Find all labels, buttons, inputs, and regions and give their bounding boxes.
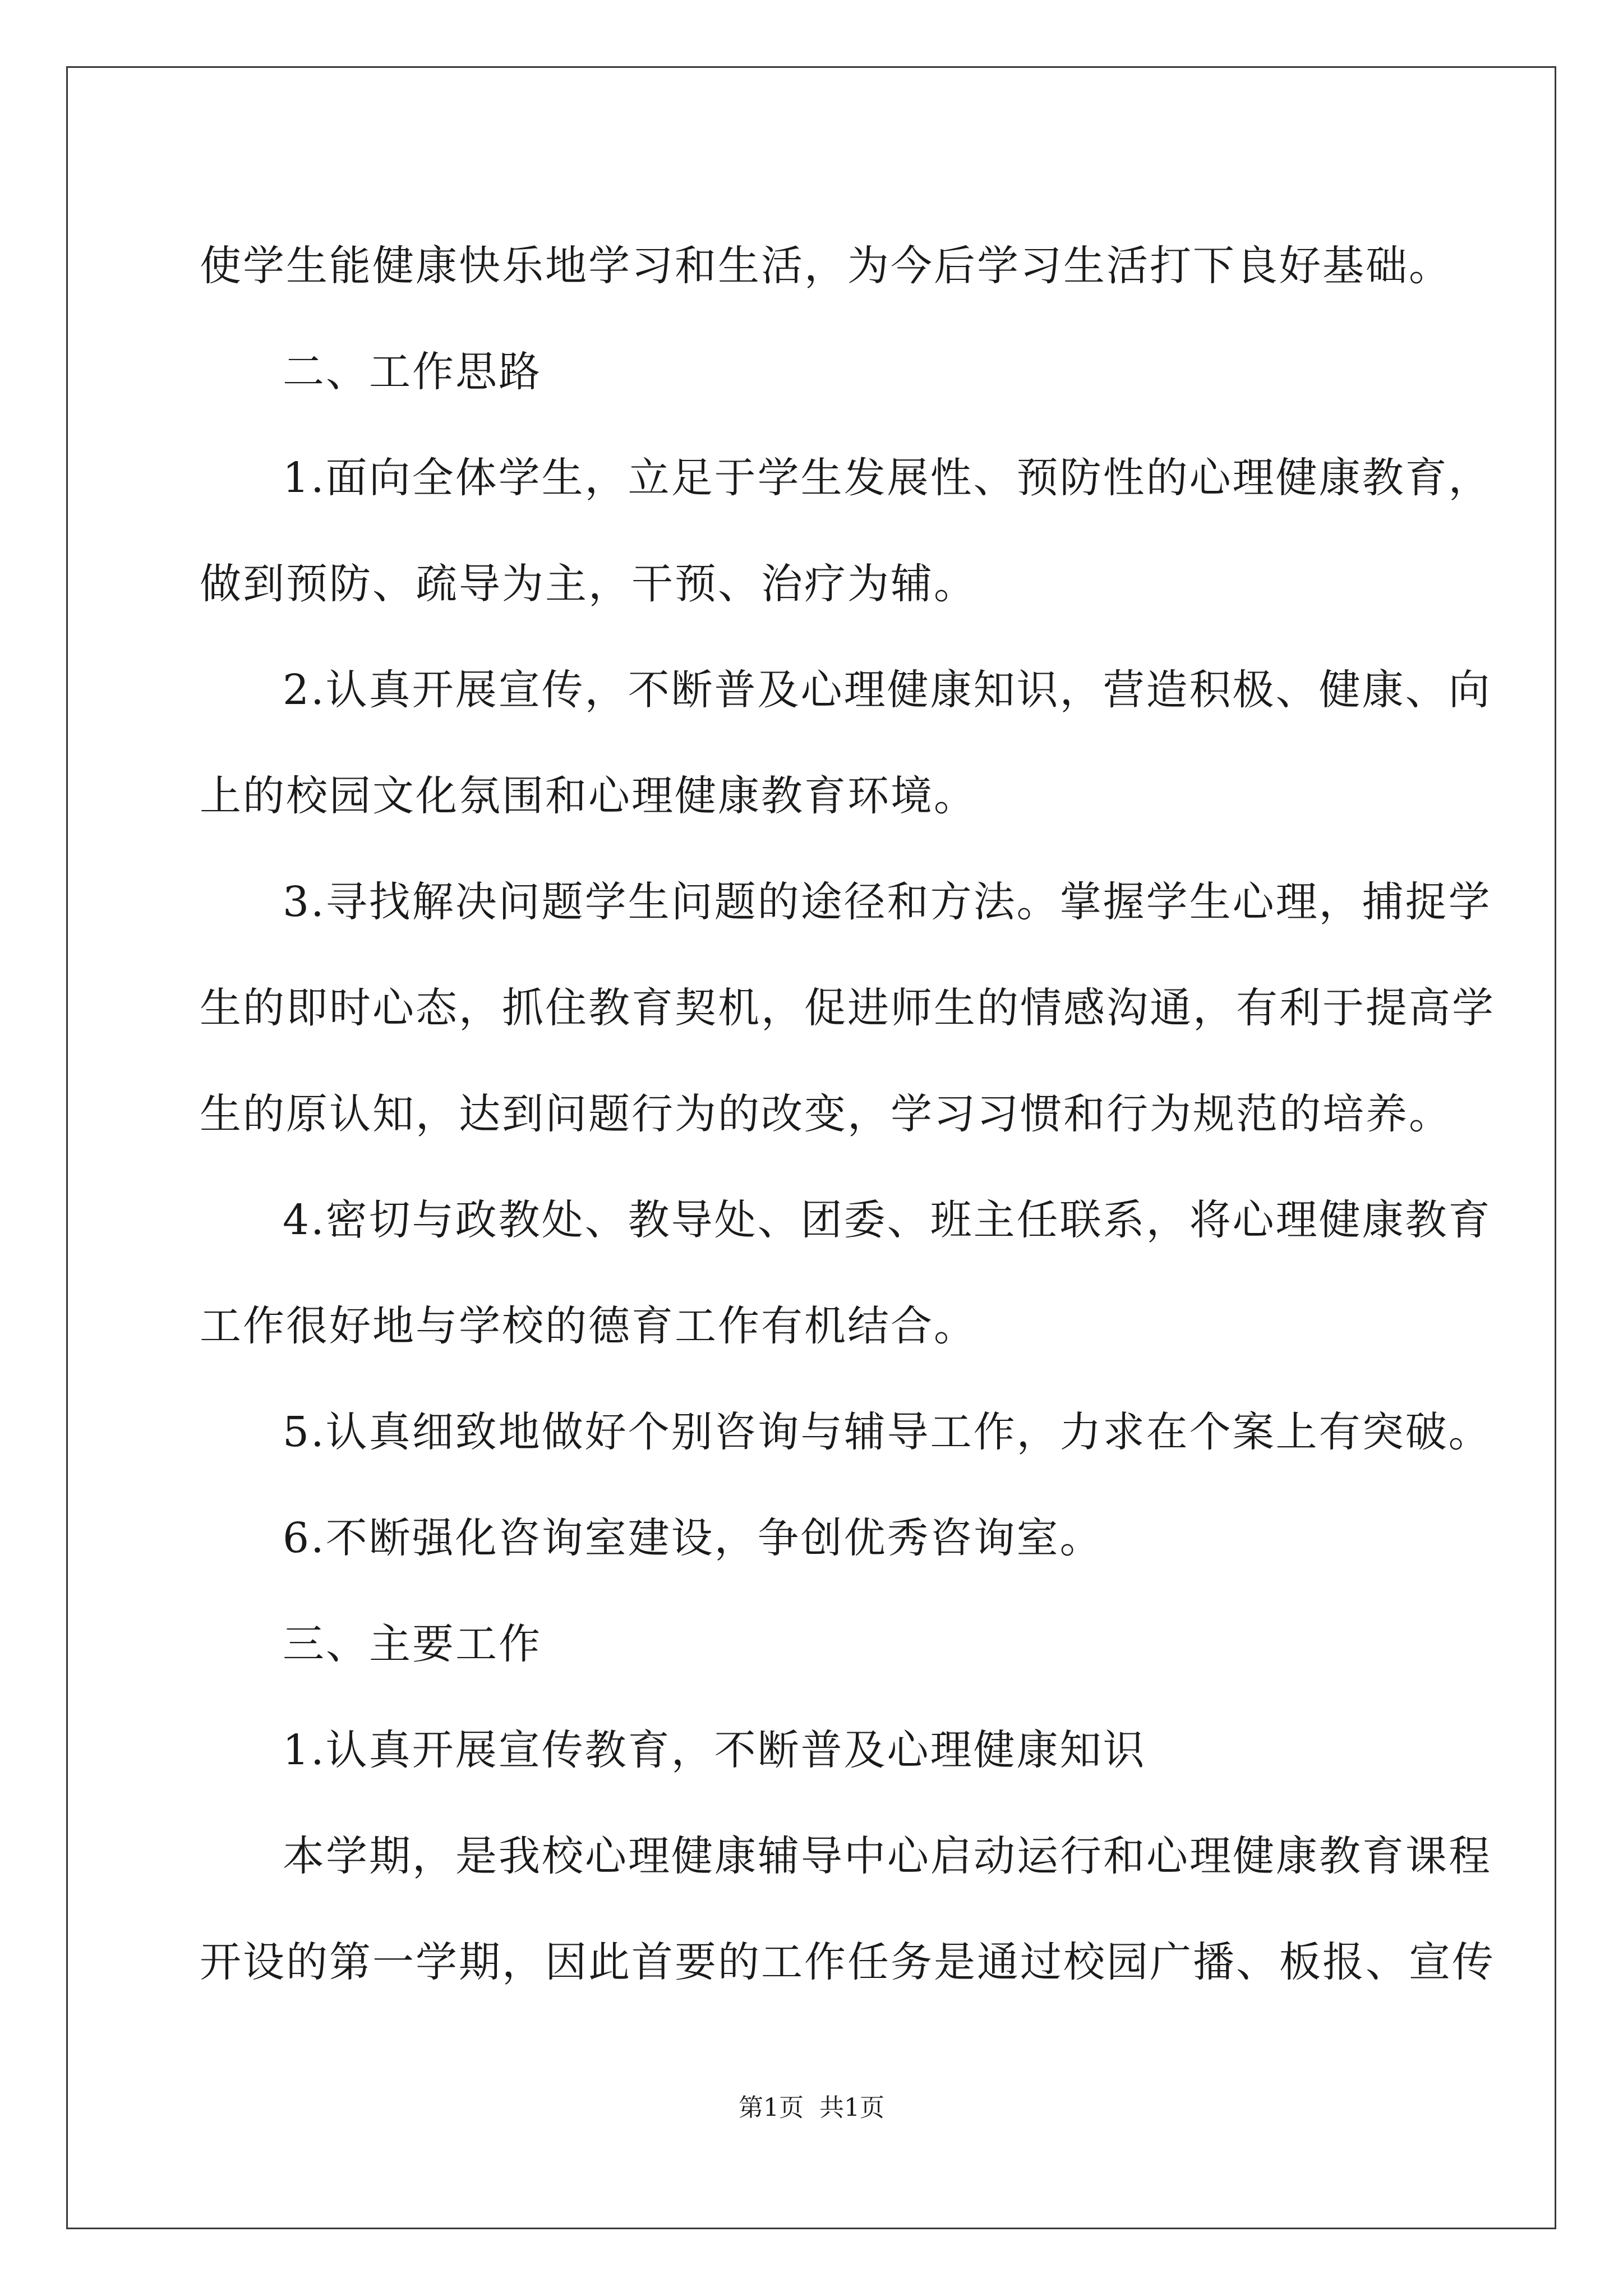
text-line: 5.认真细致地做好个别咨询与辅导工作，力求在个案上有突破。 xyxy=(283,1408,1492,1456)
text-line: 生的即时心态，抓住教育契机，促进师生的情感沟通，有利于提高学 xyxy=(200,984,1495,1032)
text-line: 3.寻找解决问题学生问题的途径和方法。掌握学生心理，捕捉学 xyxy=(283,878,1492,926)
text-line: 6.不断强化咨询室建设，争创优秀咨询室。 xyxy=(283,1514,1103,1562)
text-line: 4.密切与政教处、教导处、团委、班主任联系，将心理健康教育 xyxy=(283,1196,1492,1244)
page-count: 共1页 xyxy=(819,2093,884,2122)
page-footer xyxy=(0,2091,1623,2125)
section-heading: 三、主要工作 xyxy=(283,1620,542,1668)
section-heading: 二、工作思路 xyxy=(283,348,542,396)
text-line: 使学生能健康快乐地学习和生活，为今后学习生活打下良好基础。 xyxy=(200,242,1452,290)
text-line: 1.面向全体学生，立足于学生发展性、预防性的心理健康教育， xyxy=(283,454,1492,502)
subsection-heading: 1.认真开展宣传教育，不断普及心理健康知识 xyxy=(283,1726,1146,1774)
document-body xyxy=(200,213,1495,2016)
page-number: 第1页 xyxy=(739,2093,804,2122)
text-line: 开设的第一学期，因此首要的工作任务是通过校园广播、板报、宣传 xyxy=(200,1938,1495,1986)
text-line: 上的校园文化氛围和心理健康教育环境。 xyxy=(200,772,977,820)
text-line: 工作很好地与学校的德育工作有机结合。 xyxy=(200,1302,977,1350)
text-line: 生的原认知，达到问题行为的改变，学习习惯和行为规范的培养。 xyxy=(200,1090,1452,1138)
text-line: 做到预防、疏导为主，干预、治疗为辅。 xyxy=(200,560,977,608)
text-line: 2.认真开展宣传，不断普及心理健康知识，营造积极、健康、向 xyxy=(283,666,1492,714)
text-line: 本学期，是我校心理健康辅导中心启动运行和心理健康教育课程 xyxy=(283,1832,1492,1880)
